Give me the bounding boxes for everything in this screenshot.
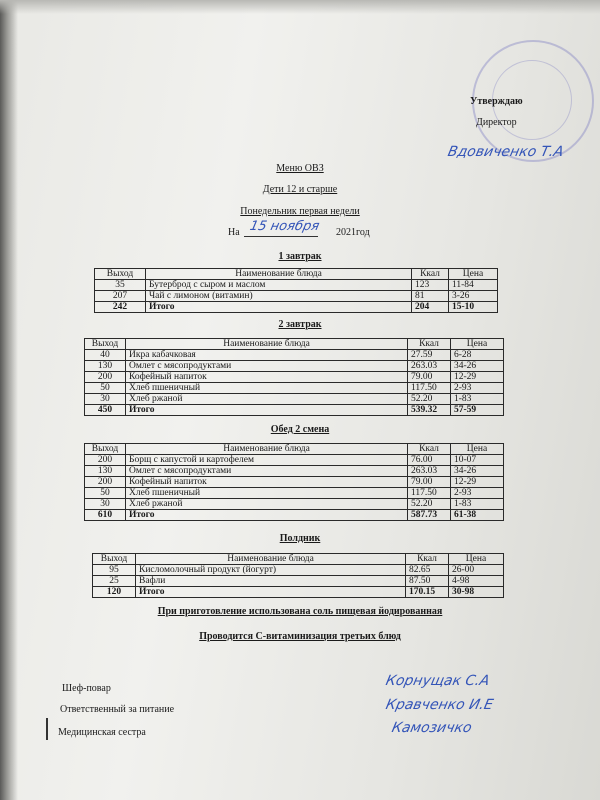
table-row: 130 Омлет с мясопродуктами 263.03 34-26 [85,466,504,477]
table-row: 200 Кофейный напиток 79.00 12-29 [85,477,504,488]
col-price: Цена [449,554,504,565]
nurse-label: Медицинская сестра [58,727,146,738]
col-output: Выход [93,554,136,565]
col-name: Наименование блюда [126,339,408,350]
table-total-row: 610 Итого 587.73 61-38 [85,510,504,521]
col-price: Цена [449,269,498,280]
salt-note: При приготовление использована соль пищевая йодированная [157,606,443,617]
date-suffix: 2021год [336,227,370,238]
table-total-row: 120 Итого 170.15 30-98 [93,587,504,598]
week-day: Понедельник первая недели [240,206,360,217]
col-price: Цена [451,339,504,350]
table-row: 40 Икра кабачковая 27.59 6-28 [85,350,504,361]
nurse-signature: Камозичко [390,720,474,736]
col-kcal: Ккал [408,444,451,455]
menu-table-snack [92,553,504,598]
table-row: 95 Кисломолочный продукт (йогурт) 82.65 26-00 [93,565,504,576]
col-name: Наименование блюда [146,269,412,280]
table-row: 30 Хлеб ржаной 52.20 1-83 [85,499,504,510]
table-row: 207 Чай с лимоном (витамин) 81 3-26 [95,291,498,302]
menu-title: Меню ОВЗ [276,163,324,174]
meal-title-snack: Полдник [279,533,321,544]
table-row: 50 Хлеб пшеничный 117.50 2-93 [85,488,504,499]
table-row: 50 Хлеб пшеничный 117.50 2-93 [85,383,504,394]
approval-title: Утверждаю [470,96,523,107]
age-group: Дети 12 и старше [262,184,338,195]
meal-title-breakfast2: 2 завтрак [278,319,322,330]
table-row: 25 Вафли 87.50 4-98 [93,576,504,587]
meal-title-breakfast1: 1 завтрак [278,251,322,262]
margin-mark [46,718,48,740]
meal-title-lunch: Обед 2 смена [270,424,330,435]
table-row: 200 Кофейный напиток 79.00 12-29 [85,372,504,383]
col-output: Выход [85,339,126,350]
page-edge-shadow [0,0,18,800]
col-kcal: Ккал [406,554,449,565]
chef-label: Шеф-повар [62,683,111,694]
date-underline [244,236,318,237]
chef-signature: Корнущак С.А [384,673,492,689]
table-total-row: 450 Итого 539.32 57-59 [85,405,504,416]
col-kcal: Ккал [408,339,451,350]
col-name: Наименование блюда [136,554,406,565]
col-output: Выход [95,269,146,280]
table-total-row: 242 Итого 204 15-10 [95,302,498,313]
vitamin-note: Проводится С-витаминизация третьих блюд [199,631,401,642]
menu-table-breakfast1 [94,268,498,313]
date-prefix: На [228,227,240,238]
table-row: 130 Омлет с мясопродуктами 263.03 34-26 [85,361,504,372]
date-handwritten: 15 ноября [248,219,321,234]
col-name: Наименование блюда [126,444,408,455]
approval-director: Директор [476,117,517,128]
menu-table-breakfast2 [84,338,504,416]
col-kcal: Ккал [412,269,449,280]
responsible-label: Ответственный за питание [60,704,175,715]
table-row: 35 Бутерброд с сыром и маслом 123 11-84 [95,280,498,291]
col-output: Выход [85,444,126,455]
table-row: 200 Борщ с капустой и картофелем 76.00 10-07 [85,455,504,466]
menu-table-lunch [84,443,504,521]
director-signature: Вдовиченко Т.А [446,144,565,160]
col-price: Цена [451,444,504,455]
table-row: 30 Хлеб ржаной 52.20 1-83 [85,394,504,405]
responsible-signature: Кравченко И.Е [384,697,495,713]
page-top-shadow [0,0,600,14]
